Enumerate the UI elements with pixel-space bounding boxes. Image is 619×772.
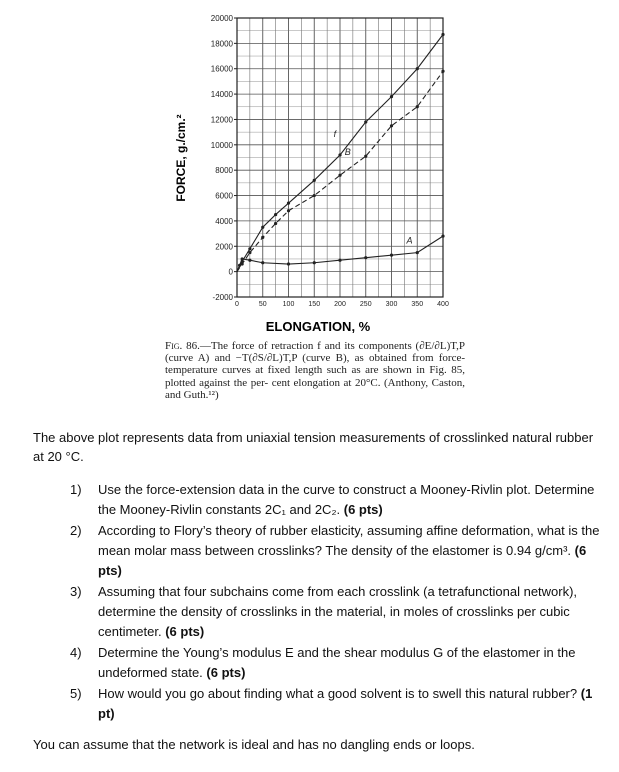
x-tick-label: 150 bbox=[308, 301, 321, 308]
x-tick-label: 200 bbox=[334, 301, 346, 308]
data-point-B bbox=[364, 155, 367, 158]
data-point-A bbox=[441, 235, 444, 238]
question-number: 5) bbox=[70, 686, 82, 701]
data-point-B bbox=[390, 124, 393, 127]
y-tick-label: -2000 bbox=[212, 293, 233, 302]
question-points: (6 pts) bbox=[98, 543, 587, 578]
curve-annotation: A bbox=[406, 235, 413, 246]
y-tick-label: 14000 bbox=[210, 90, 233, 100]
question-number: 1) bbox=[70, 482, 82, 497]
question-number: 3) bbox=[70, 584, 82, 599]
question-item bbox=[70, 480, 600, 520]
problem-intro: The above plot represents data from uniaxial tension measurements of crosslinked natural rubber at 20 °C. bbox=[33, 430, 594, 464]
x-tick-label: 300 bbox=[385, 301, 398, 308]
data-point-f bbox=[248, 247, 251, 250]
data-point-f bbox=[313, 179, 316, 182]
data-point-A bbox=[364, 256, 367, 259]
y-tick-label: 18000 bbox=[210, 39, 233, 49]
x-tick-label: 250 bbox=[359, 301, 372, 308]
x-tick-label: 100 bbox=[282, 301, 295, 308]
x-tick-label: 350 bbox=[411, 301, 424, 308]
data-point-B bbox=[441, 70, 444, 73]
data-point-f bbox=[390, 95, 393, 98]
question-text: According to Flory’s theory of rubber elasticity, assuming affine deformation, what is the mean molar mass between crosslinks? The density of the elastomer is 0.94 g/cm³. bbox=[98, 523, 600, 558]
question-item bbox=[70, 582, 600, 642]
x-tick-label: 400 bbox=[437, 301, 449, 308]
data-point-B bbox=[248, 251, 251, 254]
data-point-B bbox=[274, 222, 277, 225]
footer-note: You can assume that the network is ideal and has no dangling ends or loops. bbox=[33, 737, 475, 752]
x-axis-label: ELONGATION, % bbox=[265, 319, 371, 334]
question-points: (6 pts) bbox=[343, 502, 383, 517]
data-point-B bbox=[261, 236, 264, 239]
data-point-A bbox=[248, 259, 251, 262]
y-tick-label: 20000 bbox=[210, 14, 233, 23]
y-axis-label: FORCE, g./cm.² bbox=[174, 114, 188, 202]
data-point-f bbox=[261, 226, 264, 229]
data-point-f bbox=[416, 67, 419, 70]
data-point-A bbox=[261, 261, 264, 264]
curve-annotation: B bbox=[344, 146, 351, 157]
question-item bbox=[70, 684, 600, 724]
question-item bbox=[70, 643, 600, 683]
question-points: (6 pts) bbox=[206, 665, 246, 680]
question-item bbox=[70, 521, 600, 581]
chart-ticks bbox=[211, 14, 449, 308]
data-point-A bbox=[338, 259, 341, 262]
y-tick-label: 2000 bbox=[215, 242, 233, 252]
curve-annotation: f bbox=[333, 129, 337, 140]
x-tick-label: 0 bbox=[235, 301, 239, 308]
data-point-A bbox=[238, 264, 241, 267]
question-text: Use the force-extension data in the curve to construct a Mooney-Rivlin plot. Determine the Mooney-Rivlin constants 2C₁ and 2C₂. bbox=[98, 482, 595, 517]
y-tick-label: 12000 bbox=[210, 115, 233, 125]
data-point-f bbox=[287, 202, 290, 205]
data-point-A bbox=[416, 251, 419, 254]
data-point-A bbox=[241, 257, 244, 260]
y-tick-label: 0 bbox=[228, 267, 233, 277]
data-point-B bbox=[287, 209, 290, 212]
data-point-f bbox=[364, 120, 367, 123]
data-point-A bbox=[313, 261, 316, 264]
data-point-f bbox=[274, 213, 277, 216]
y-tick-label: 16000 bbox=[210, 64, 233, 74]
data-point-A bbox=[287, 262, 290, 265]
y-tick-label: 10000 bbox=[210, 140, 233, 150]
question-number: 4) bbox=[70, 645, 82, 660]
chart-grid bbox=[237, 18, 443, 297]
figure-caption-text: —The force of retraction f and its components (∂E/∂L)T,P (curve A) and −T(∂S/∂L)T,P (curve B), as obtained from force-temperature curves at fixed length such as are shown in Fig. 85, plotted against the per- cent elongation at 20°C. (Anthony, Caston, and Guth.¹²) bbox=[165, 340, 466, 401]
data-point-B bbox=[313, 194, 316, 197]
question-text: Assuming that four subchains come from each crosslink (a tetrafunctional network), determine the density of crosslinks in the material, in moles of crosslinks per cubic centimeter. bbox=[98, 584, 578, 639]
data-point-f bbox=[441, 33, 444, 36]
figure-caption bbox=[165, 340, 465, 401]
question-points: (6 pts) bbox=[165, 624, 205, 639]
y-tick-label: 6000 bbox=[215, 191, 233, 201]
question-text: How would you go about finding what a good solvent is to swell this natural rubber? bbox=[98, 686, 578, 701]
question-points: (1 pt) bbox=[98, 686, 593, 721]
data-point-B bbox=[338, 174, 341, 177]
data-point-A bbox=[390, 254, 393, 257]
figure-caption-label: Fig. 86. bbox=[165, 340, 200, 352]
y-tick-label: 8000 bbox=[215, 166, 233, 176]
data-point-f bbox=[338, 153, 341, 156]
data-point-B bbox=[416, 105, 419, 108]
y-tick-label: 4000 bbox=[215, 216, 233, 226]
question-number: 2) bbox=[70, 523, 82, 538]
question-text: Determine the Young’s modulus E and the shear modulus G of the elastomer in the undeformed state. bbox=[98, 645, 576, 680]
x-tick-label: 50 bbox=[258, 301, 267, 308]
question-list bbox=[70, 480, 600, 725]
